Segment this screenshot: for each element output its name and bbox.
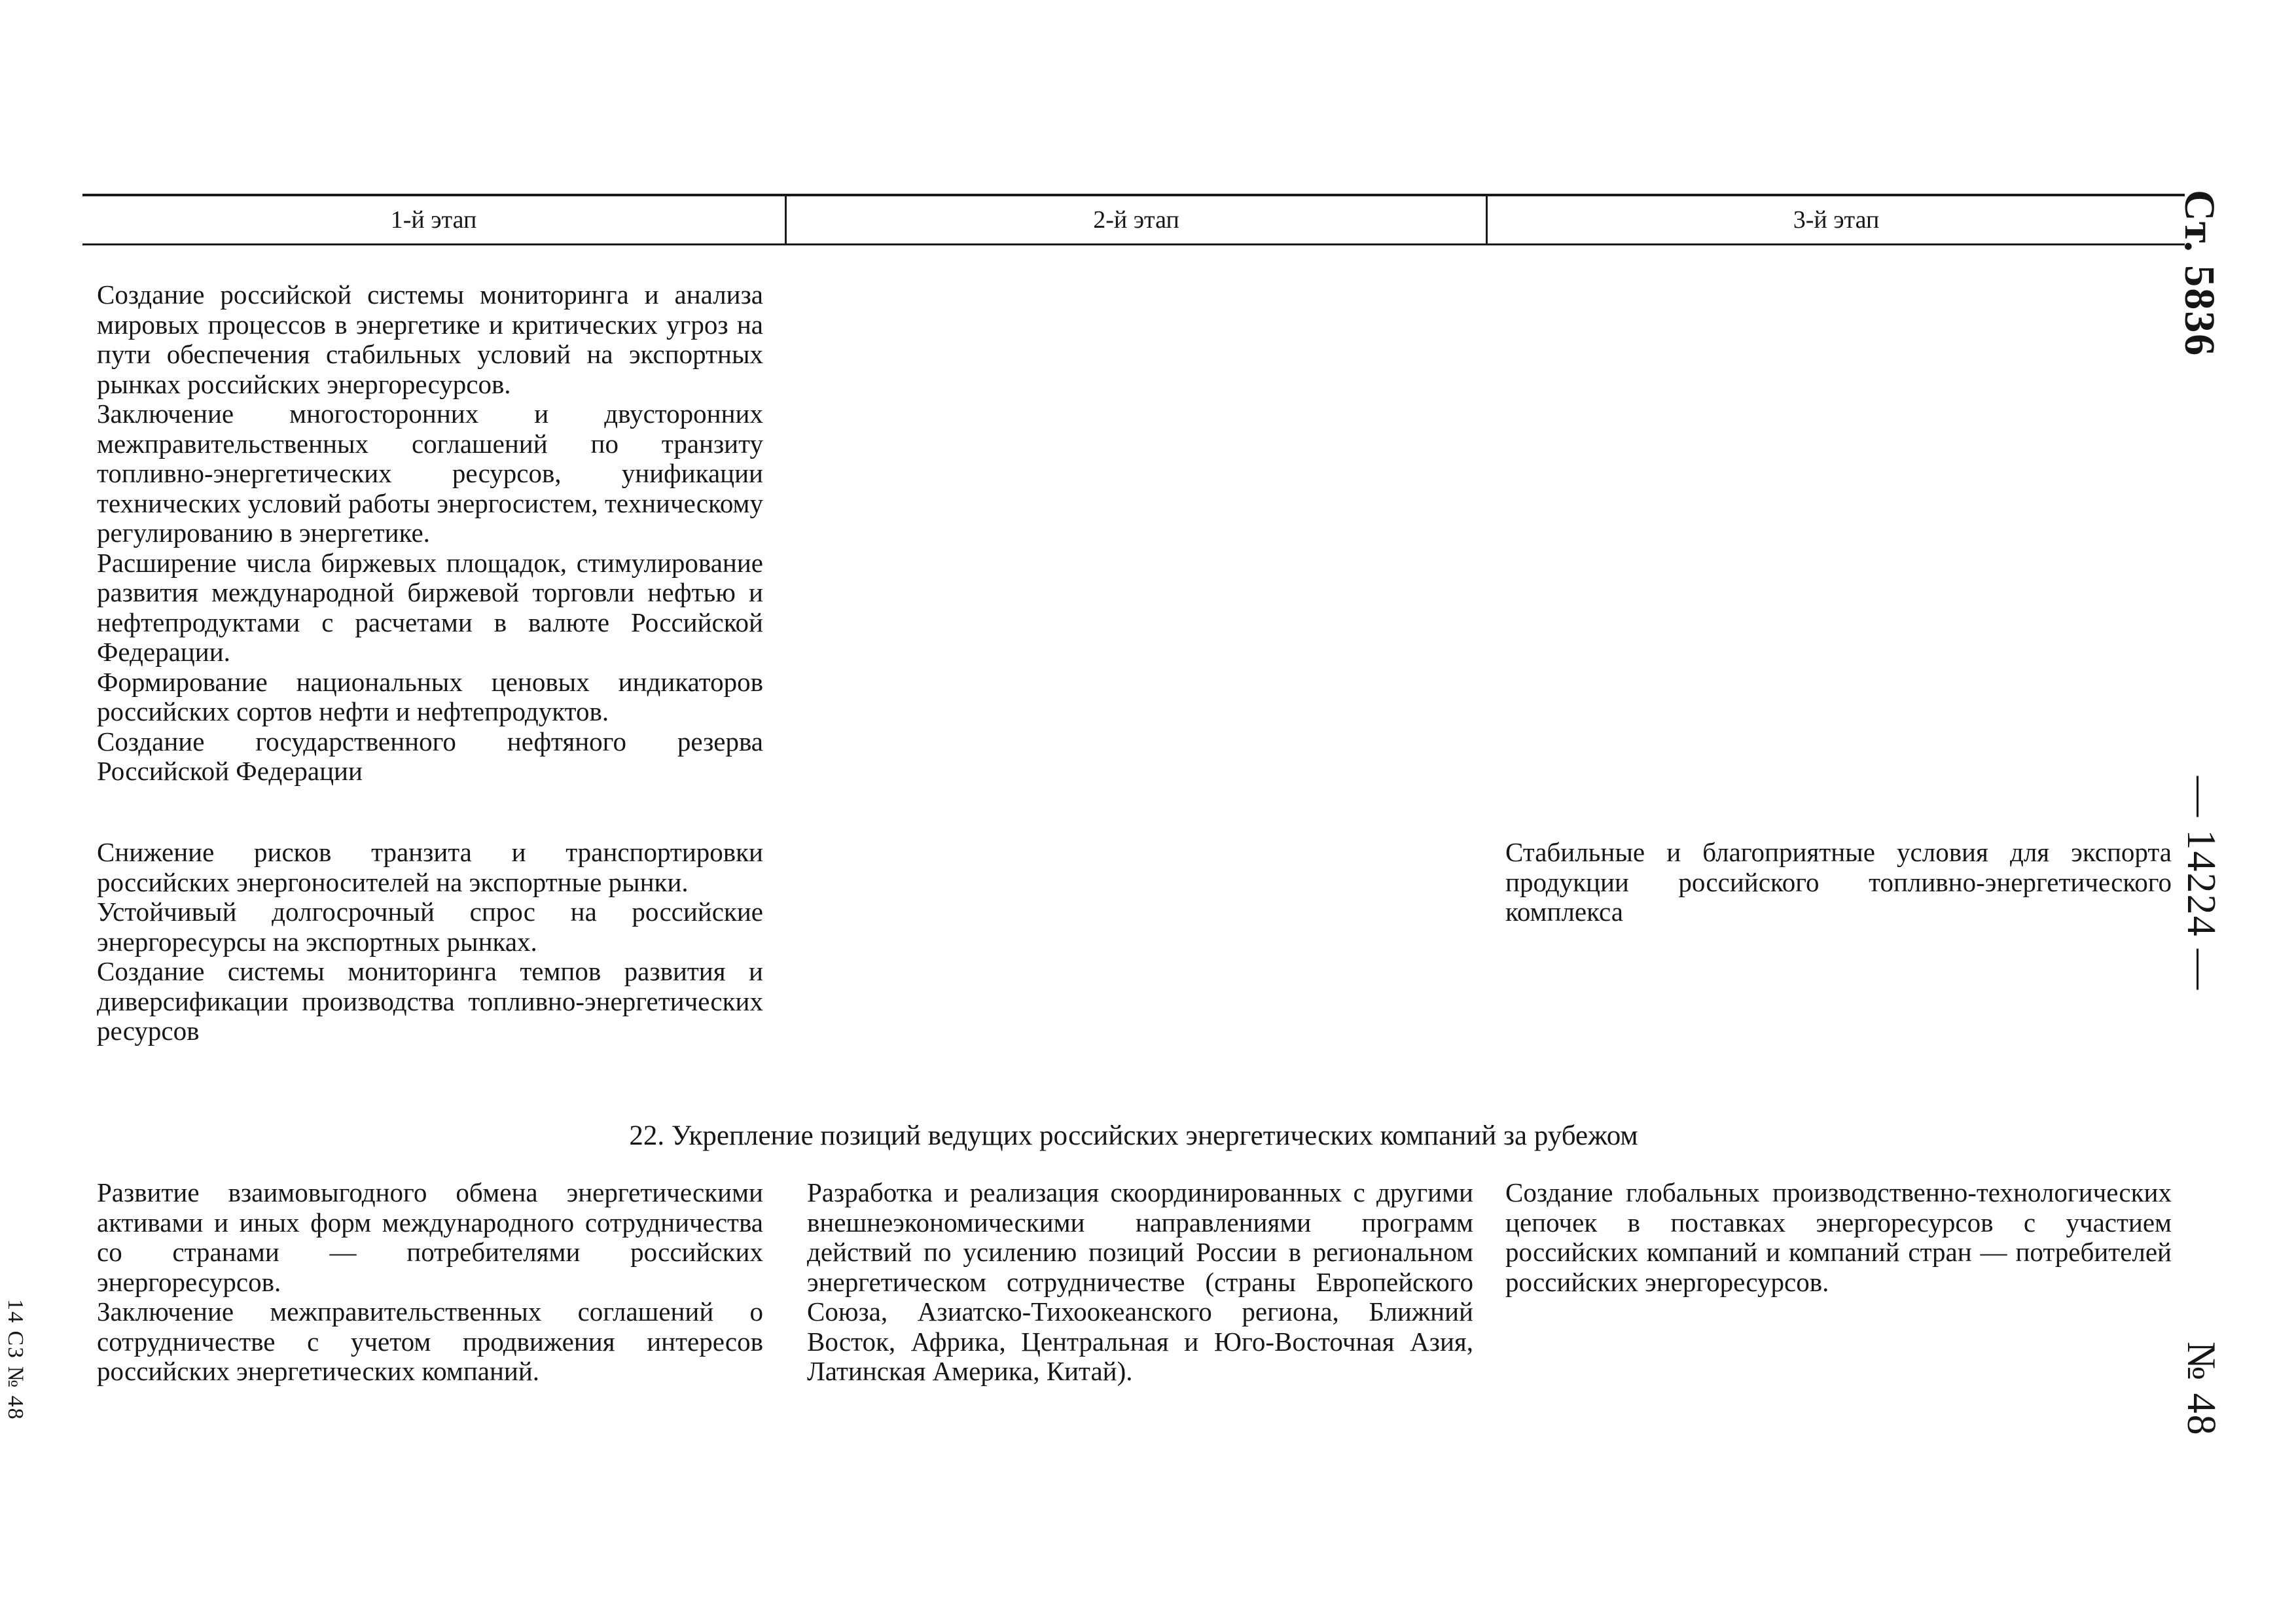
block1-stage1-cell: [97, 280, 763, 787]
paragraph: Расширение числа биржевых площадок, стимулирование развития международной биржевой торговли нефтью и нефтепродуктами с расчетами в валюте Российской Федерации.: [97, 547, 763, 667]
paragraph: Стабильные и благоприятные условия для экспорта продукции российского топливно-энергетического комплекса: [1505, 837, 2172, 927]
header-stage-3: 3-й этап: [1793, 206, 1880, 234]
block2-stage1-cell: [97, 838, 763, 1046]
section22-stage1-cell: [97, 1178, 763, 1387]
section22-stage2-cell: [807, 1178, 1473, 1387]
paragraph: Разработка и реализация скоординированных с другими внешнеэкономическими направлениями программ действий по усилению позиций России в региональном энергетическом сотрудничестве (страны Европейского Союза, Азиатско-Тихоокеанского региона, Ближний Восток, Африка, Центральная и Юго-Восточная Азия, Латинская Америка, Китай).: [807, 1177, 1473, 1386]
footer-mark: 14 СЗ № 48: [3, 1299, 27, 1421]
section-title: 22. Укрепление позиций ведущих российских энергетических компаний за рубежом: [629, 1120, 1638, 1151]
paragraph: Заключение межправительственных соглашений о сотрудничестве с учетом продвижения интересов российских энергетических компаний.: [97, 1296, 763, 1386]
section22-stage3-cell: [1505, 1178, 2172, 1297]
block2-stage3-cell: [1505, 838, 2172, 927]
paragraph: Создание государственного нефтяного резерва Российской Федерации: [97, 726, 763, 786]
paragraph: Развитие взаимовыгодного обмена энергетическими активами и иных форм международного сотрудничества со странами — потребителями российских энергоресурсов.: [97, 1177, 763, 1297]
header-stage-2: 2-й этап: [1093, 206, 1179, 234]
document-number: — 14224 —: [2179, 776, 2223, 991]
table-header-rule: [82, 243, 2185, 245]
paragraph: Создание глобальных производственно-технологических цепочек в поставках энергоресурсов с участием российских компаний и компаний стран — потребителей российских энергоресурсов.: [1505, 1177, 2172, 1297]
paragraph: Заключение многосторонних и двусторонних межправительственных соглашений по транзиту топливно-энергетических ресурсов, унификации технических условий работы энергосистем, техническому регулированию в энергетике.: [97, 399, 763, 548]
header-stage-1: 1-й этап: [390, 206, 477, 234]
issue-number: № 48: [2179, 1342, 2223, 1436]
paragraph: Снижение рисков транзита и транспортировки российских энергоносителей на экспортные рынки.: [97, 837, 763, 897]
paragraph: Формирование национальных ценовых индикаторов российских сортов нефти и нефтепродуктов.: [97, 666, 763, 726]
paragraph: Создание российской системы мониторинга и анализа мировых процессов в энергетике и критических угроз на пути обеспечения стабильных условий на экспортных рынках российских энергоресурсов.: [97, 279, 763, 399]
page-number: Ст. 5836: [2176, 190, 2223, 357]
paragraph: Устойчивый долгосрочный спрос на российские энергоресурсы на экспортных рынках.: [97, 897, 763, 957]
paragraph: Создание системы мониторинга темпов развития и диверсификации производства топливно-энергетических ресурсов: [97, 956, 763, 1046]
